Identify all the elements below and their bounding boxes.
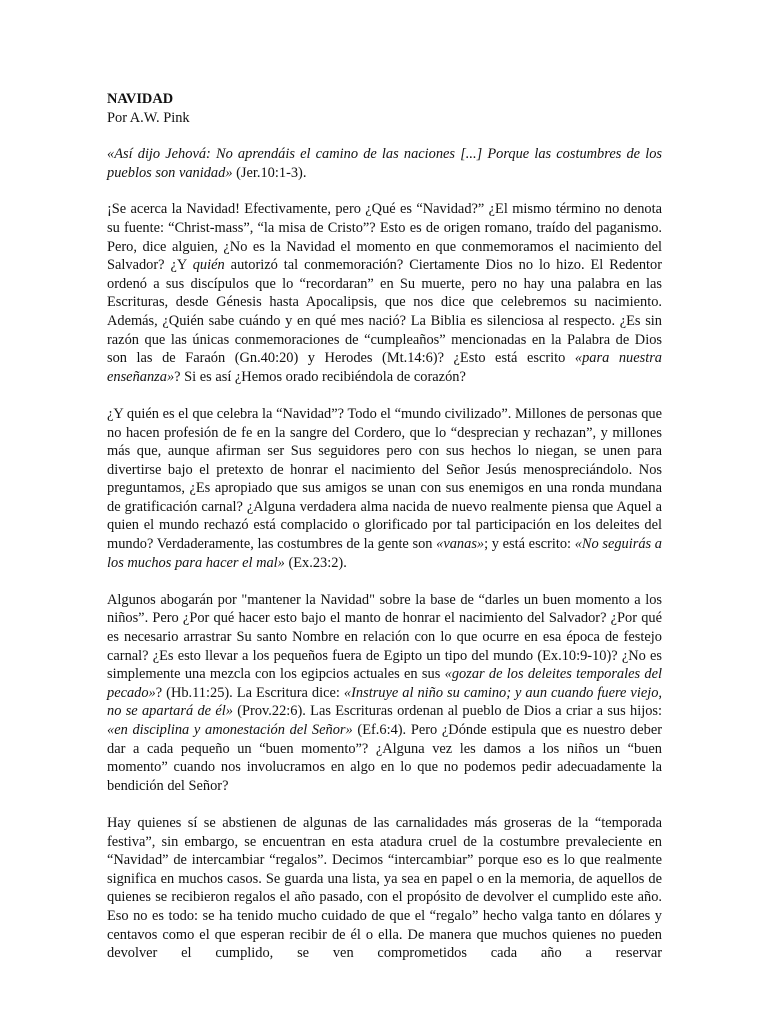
paragraph-3-text-4: (Ef.6:4). Pero ¿Dónde estipula que es nuestro deber dar a cada pequeño un “buen momento”? ¿Alguna vez les damos a los niños un “buen momento” cuando nos involucramos en algo en lo que no podemos pedir adecuadamente la bendición del Señor? bbox=[107, 722, 663, 794]
paragraph-4 bbox=[107, 814, 662, 963]
paragraph-3-italic-2: «Instruye al niño su camino; y aun cuando fuere viejo, no se apartará de él» bbox=[107, 684, 662, 720]
paragraph-3-italic-1: «gozar de los deleites temporales del pecado» bbox=[107, 666, 662, 701]
paragraph-2-text-1: ¿Y quién es el que celebra la “Navidad”? Todo el “mundo civilizado”. Millones de personas que no hacen profesión de fe en la sangre del Cordero, que lo “desprecian y rechazan”, y millones más que, aunque afirman ser Sus seguidores pero con sus hechos lo niegan, se unen para divertirse bajo el pretexto de honrar el nacimiento del Señor Jesús menospreciándolo. Nos preguntamos, ¿Es apropiado que sus amigos se unan con sus enemigos en una ronda mundana de gratificación carnal? ¿Alguna verdadera alma nacida de nuevo realmente piensa que Aquel a quien el mundo rechazó está complacido o glorificado por tal participación en los deleites del mundo? Verdaderamente, las costumbres de la gente son bbox=[107, 405, 662, 553]
paragraph-3-italic-3: «en disciplina y amonestación del Señor» bbox=[107, 722, 353, 738]
paragraph-3-text-2: ? (Hb.11:25). La Escritura dice: bbox=[155, 684, 344, 701]
epigraph-reference: (Jer.10:1-3). bbox=[232, 164, 307, 181]
paragraph-3 bbox=[107, 591, 662, 796]
paragraph-2-italic-2: «No seguirás a los muchos para hacer el mal» bbox=[107, 536, 662, 571]
paragraph-1-italic-2: «para nuestra enseñanza» bbox=[107, 350, 662, 385]
paragraph-4-text-1: Hay quienes sí se abstienen de algunas de las carnalidades más groseras de la “temporada festiva”, sin embargo, se encuentran en esta atadura cruel de la costumbre prevaleciente en “Navidad” de intercambiar “regalos”. Decimos “intercambiar” porque eso es lo que realmente significa en muchos casos. Se guarda una lista, ya sea en papel o en la memoria, de aquellos de quienes se recibieron regalos el año pasado, con el propósito de devolver el cumplido este año. Eso no es todo: se ha tenido mucho cuidado de que el “regalo” hecho valga tanto en dólares y centavos como el que esperan recibir de él o ella. De manera que muchos quienes no pueden devolver el cumplido, se ven comprometidos cada año a reservar bbox=[107, 814, 662, 962]
paragraph-1-italic-1: quién bbox=[192, 257, 225, 274]
paragraph-2-text-2: ; y está escrito: bbox=[484, 536, 575, 553]
paragraph-2 bbox=[107, 405, 662, 572]
epigraph bbox=[107, 145, 662, 182]
paragraph-1-text-3: ? Si es así ¿Hemos orado recibiéndola de corazón? bbox=[174, 368, 466, 385]
document-body bbox=[107, 90, 662, 981]
paragraph-1-text-2: autorizó tal conmemoración? Ciertamente Dios no lo hizo. El Redentor ordenó a sus discípulos que lo “recordaran” en Su muerte, pero no hay una palabra en las Escrituras, desde Génesis hasta Apocalipsis, que nos dice que celebremos su nacimiento. Además, ¿Quién sabe cuándo y en qué mes nació? La Biblia es silenciosa al respecto. ¿Es sin razón que las únicas conmemoraciones de “cumpleaños” mencionadas en la Palabra de Dios son las de Faraón (Gn.40:20) y Herodes (Mt.14:6)? ¿Esto está escrito bbox=[107, 257, 663, 367]
paragraph-1 bbox=[107, 200, 662, 386]
author-byline: Por A.W. Pink bbox=[107, 109, 190, 126]
epigraph-quote: «Así dijo Jehová: No aprendáis el camino de las naciones [...] Porque las costumbres de los pueblos son vanidad» bbox=[107, 146, 662, 181]
paragraph-1-text-1: ¡Se acerca la Navidad! Efectivamente, pero ¿Qué es “Navidad?” ¿El mismo término no denota su fuente: “Christ-mass”, “la misa de Cristo”? Esto es de origen romano, traído del paganismo. Pero, dice alguien, ¿No es la Navidad el momento en que conmemoramos el nacimiento del Salvador? ¿Y bbox=[107, 201, 662, 274]
document-title: NAVIDAD bbox=[107, 91, 174, 107]
paragraph-3-text-1: Algunos abogarán por "mantener la Navidad" sobre la base de “darles un buen momento a los niños”. Pero ¿Por qué hacer esto bajo el manto de honrar el nacimiento del Salvador? ¿Por qué es necesario arrastrar Su santo Nombre en relación con lo que ocurre en esa época de festejo carnal? ¿Es esto llevar a los pequeños fuera de Egipto un tipo del mundo (Ex.10:9-10)? ¿No es simplemente una mezcla con los egipcios actuales en sus bbox=[107, 591, 662, 683]
paragraph-2-text-3: (Ex.23:2). bbox=[284, 554, 347, 571]
paragraph-2-italic-1: «vanas» bbox=[436, 536, 485, 553]
paragraph-3-text-3: (Prov.22:6). Las Escrituras ordenan al pueblo de Dios a criar a sus hijos: bbox=[232, 703, 662, 720]
